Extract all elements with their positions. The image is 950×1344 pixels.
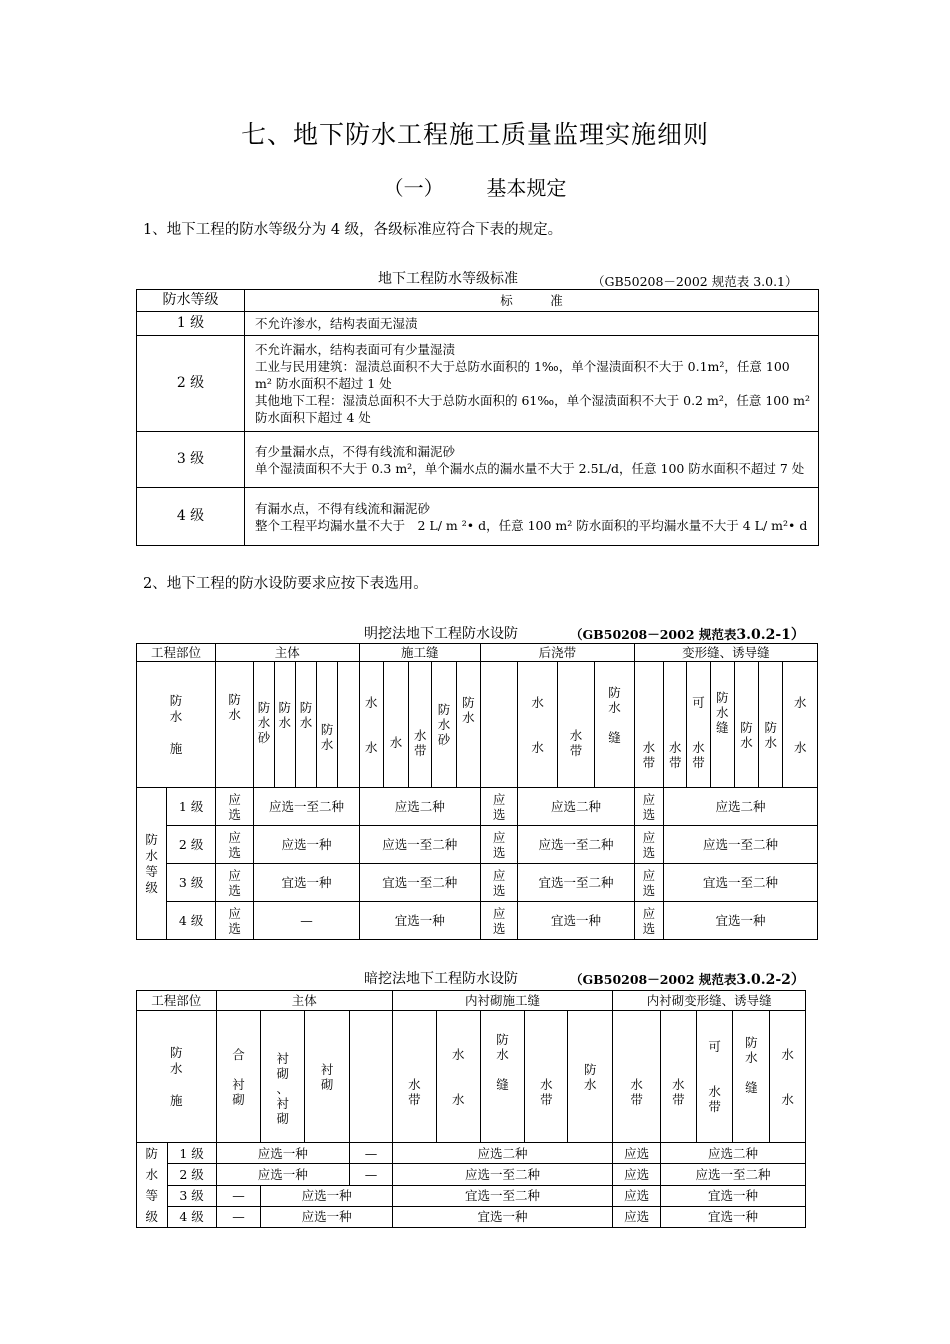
- table1-ref-text: （GB50208－2002 规范表 3.0.1）: [592, 274, 798, 289]
- required-cell: 应 选: [215, 788, 253, 826]
- measure-cell: 水 带: [392, 1011, 436, 1143]
- header-grade: 防水等级: [137, 290, 245, 312]
- option-cell: 应选一至二种: [664, 826, 818, 864]
- option-cell: 宜选一种: [359, 902, 480, 940]
- measure-cell: 防 水 砂: [432, 662, 456, 788]
- measure-cell: 合 衬 砌: [216, 1011, 261, 1143]
- grade-cell: 1 级: [167, 1143, 216, 1164]
- option-cell: —: [350, 1143, 393, 1164]
- required-cell: 应 选: [634, 864, 663, 902]
- grade-cell: 2 级: [167, 1164, 216, 1185]
- group-main-body: 主体: [216, 991, 392, 1011]
- measure-cell: 防 水 缝: [710, 662, 734, 788]
- section-label: 基本规定: [486, 176, 567, 200]
- table2-ref-a: （GB50208－2002 规范表: [570, 627, 737, 642]
- required-cell: 应 选: [634, 902, 663, 940]
- table3-ref: [570, 969, 805, 989]
- grade-cell: 3 级: [137, 432, 245, 488]
- option-cell: 应选一至二种: [661, 1164, 806, 1185]
- required-cell: 应 选: [480, 826, 517, 864]
- standard-cell: [245, 336, 819, 432]
- measures-label: 防 水 施: [137, 1011, 217, 1143]
- option-cell: 宜选一至二种: [664, 864, 818, 902]
- grade-cell: 4 级: [137, 488, 245, 546]
- required-cell: 应 选: [480, 788, 517, 826]
- measure-cell: 衬 砌: [305, 1011, 350, 1143]
- standard-line: 不允许渗水，结构表面无湿渍: [255, 316, 418, 331]
- option-cell: —: [254, 902, 359, 940]
- grade-cell: 1 级: [137, 312, 245, 336]
- page-title: 七、地下防水工程施工质量监理实施细则: [240, 120, 709, 149]
- table1-ref: [592, 272, 798, 290]
- grade-cell: 3 级: [167, 864, 216, 902]
- required-cell: 应 选: [215, 902, 253, 940]
- measure-cell: 防 水: [568, 1011, 613, 1143]
- measure-cell: 防 水 砂: [254, 662, 274, 788]
- option-cell: 宜选一至二种: [359, 864, 480, 902]
- measure-cell: 防 水 缝: [733, 1011, 770, 1143]
- measure-cell: 水 水: [518, 662, 557, 788]
- section-heading: [0, 172, 950, 201]
- option-cell: —: [216, 1206, 261, 1227]
- measure-cell: 水 水: [783, 662, 818, 788]
- option-cell: 宜选一种: [661, 1185, 806, 1206]
- open-cut-table: [136, 643, 818, 940]
- measure-cell: 水 带: [634, 662, 663, 788]
- option-cell: 宜选一至二种: [518, 864, 634, 902]
- measure-cell: 水 带: [664, 662, 687, 788]
- measure-cell: 防 水: [215, 662, 253, 788]
- measure-cell: 防 水 缝: [480, 1011, 525, 1143]
- option-cell: —: [350, 1164, 393, 1185]
- option-cell: 应选一种: [261, 1185, 393, 1206]
- option-cell: 宜选一至二种: [392, 1185, 612, 1206]
- option-cell: 应选一至二种: [254, 788, 359, 826]
- table3-ref-b: 3.0.2-2）: [736, 972, 805, 988]
- required-cell: 应 选: [480, 902, 517, 940]
- option-cell: 宜选一种: [254, 864, 359, 902]
- measure-cell: 水 带: [613, 1011, 661, 1143]
- group-lining-deformation-joint: 内衬砌变形缝、诱导缝: [613, 991, 806, 1011]
- option-cell: 应选一种: [216, 1143, 350, 1164]
- option-cell: 应选二种: [664, 788, 818, 826]
- measure-cell: 防 水: [734, 662, 758, 788]
- group-lining-joint: 内衬砌施工缝: [392, 991, 612, 1011]
- option-cell: 应选二种: [392, 1143, 612, 1164]
- measure-cell: 防 水: [274, 662, 295, 788]
- option-cell: 应选一至二种: [392, 1164, 612, 1185]
- required-cell: 应选: [613, 1185, 661, 1206]
- measures-label: 防 水 施: [137, 662, 216, 788]
- grade-cell: 4 级: [167, 1206, 216, 1227]
- option-cell: 应选二种: [359, 788, 480, 826]
- option-cell: 宜选一种: [518, 902, 634, 940]
- header-standard: 标 准: [245, 290, 819, 312]
- option-cell: 应选二种: [518, 788, 634, 826]
- table2-ref: [570, 624, 805, 644]
- grade-cell: 2 级: [137, 336, 245, 432]
- group-main-body: 主体: [215, 644, 359, 662]
- measure-cell: 水 水: [359, 662, 383, 788]
- table3-ref-a: （GB50208－2002 规范表: [570, 972, 737, 987]
- option-cell: 应选一种: [216, 1164, 350, 1185]
- grade-cell: 4 级: [167, 902, 216, 940]
- standard-line: 有漏水点，不得有线流和漏泥砂: [255, 500, 431, 516]
- standard-line: 不允许漏水，结构表面可有少量湿渍: [255, 342, 456, 357]
- group-post-pour-strip: 后浇带: [480, 644, 634, 662]
- grade-cell: 1 级: [167, 788, 216, 826]
- option-cell: 应选一至二种: [518, 826, 634, 864]
- group-deformation-joint: 变形缝、诱导缝: [634, 644, 817, 662]
- standard-line: 单个湿渍面积不大于 0.3 m²，单个漏水点的漏水量不大于 2.5L/d，任意 100 防水面积不超过 7 处: [255, 460, 805, 476]
- measure-cell: 可 水 带: [687, 662, 710, 788]
- standard-cell: [245, 432, 819, 488]
- grade-cell: 2 级: [167, 826, 216, 864]
- required-cell: 应 选: [634, 788, 663, 826]
- paragraph-1: 1、地下工程的防水等级分为 4 级，各级标准应符合下表的规定。: [143, 222, 563, 238]
- option-cell: —: [216, 1185, 261, 1206]
- standard-cell: [245, 312, 819, 336]
- measure-cell: 水 带: [661, 1011, 697, 1143]
- measure-cell: 水: [383, 662, 408, 788]
- measure-cell: [480, 662, 517, 788]
- measure-cell: 水 带: [525, 1011, 568, 1143]
- measure-cell: 水 带: [409, 662, 432, 788]
- group-location: 工程部位: [137, 991, 217, 1011]
- required-cell: 应 选: [634, 826, 663, 864]
- standard-line: 其他地下工程：湿渍总面积不大于总防水面积的 61‰，单个湿渍面积不大于 0.2 m²，任意 100 m² 防水面积下超过 4 处: [255, 393, 811, 425]
- required-cell: 应 选: [480, 864, 517, 902]
- measure-cell: 防 水: [759, 662, 783, 788]
- measure-cell: 防 水: [295, 662, 316, 788]
- group-construction-joint: 施工缝: [359, 644, 480, 662]
- measure-cell: 防 水: [456, 662, 480, 788]
- paragraph-2: 2、地下工程的防水设防要求应按下表选用。: [143, 576, 428, 592]
- measure-cell: 衬 砌 、 衬 砌: [261, 1011, 305, 1143]
- required-cell: 应选: [613, 1143, 661, 1164]
- measure-cell: 防 水 缝: [595, 662, 634, 788]
- measure-cell: 水 水: [770, 1011, 806, 1143]
- table2-caption: 明挖法地下工程防水设防: [364, 626, 518, 642]
- option-cell: 宜选一种: [664, 902, 818, 940]
- option-cell: 应选一种: [254, 826, 359, 864]
- measure-cell: 防 水: [317, 662, 338, 788]
- standard-line: 工业与民用建筑：湿渍总面积不大于总防水面积的 1‰，单个湿渍面积不大于 0.1m²，任意 100 m² 防水面积不超过 1 处: [255, 359, 790, 391]
- required-cell: 应 选: [215, 826, 253, 864]
- option-cell: 应选二种: [661, 1143, 806, 1164]
- standard-cell: [245, 488, 819, 546]
- measure-cell: 水 水: [436, 1011, 480, 1143]
- required-cell: 应选: [613, 1164, 661, 1185]
- group-location: 工程部位: [137, 644, 216, 662]
- grade-label: 防 水 等 级: [137, 1143, 168, 1228]
- section-number: （一）: [383, 176, 444, 200]
- grade-cell: 3 级: [167, 1185, 216, 1206]
- table3-caption: 暗挖法地下工程防水设防: [364, 971, 518, 987]
- standard-line: 有少量漏水点，不得有线流和漏泥砂: [255, 443, 456, 459]
- standard-line: 整个工程平均漏水量不大于 2 L/ m ²• d，任意 100 m² 防水面积的平均漏水量不大于 4 L/ m²• d: [255, 517, 808, 533]
- measure-cell: 水 带: [557, 662, 594, 788]
- grade-label: 防 水 等 级: [137, 788, 167, 940]
- option-cell: 应选一种: [261, 1206, 393, 1227]
- measure-cell: [338, 662, 359, 788]
- mining-method-table: [136, 990, 806, 1228]
- measure-cell: 可 水 带: [696, 1011, 733, 1143]
- table1-caption: 地下工程防水等级标准: [378, 271, 518, 287]
- required-cell: 应 选: [215, 864, 253, 902]
- required-cell: 应选: [613, 1206, 661, 1227]
- option-cell: 应选一至二种: [359, 826, 480, 864]
- option-cell: 宜选一种: [661, 1206, 806, 1227]
- grade-standard-table: [136, 289, 819, 546]
- option-cell: 宜选一种: [392, 1206, 612, 1227]
- measure-cell: [350, 1011, 393, 1143]
- table2-ref-b: 3.0.2-1）: [736, 627, 805, 643]
